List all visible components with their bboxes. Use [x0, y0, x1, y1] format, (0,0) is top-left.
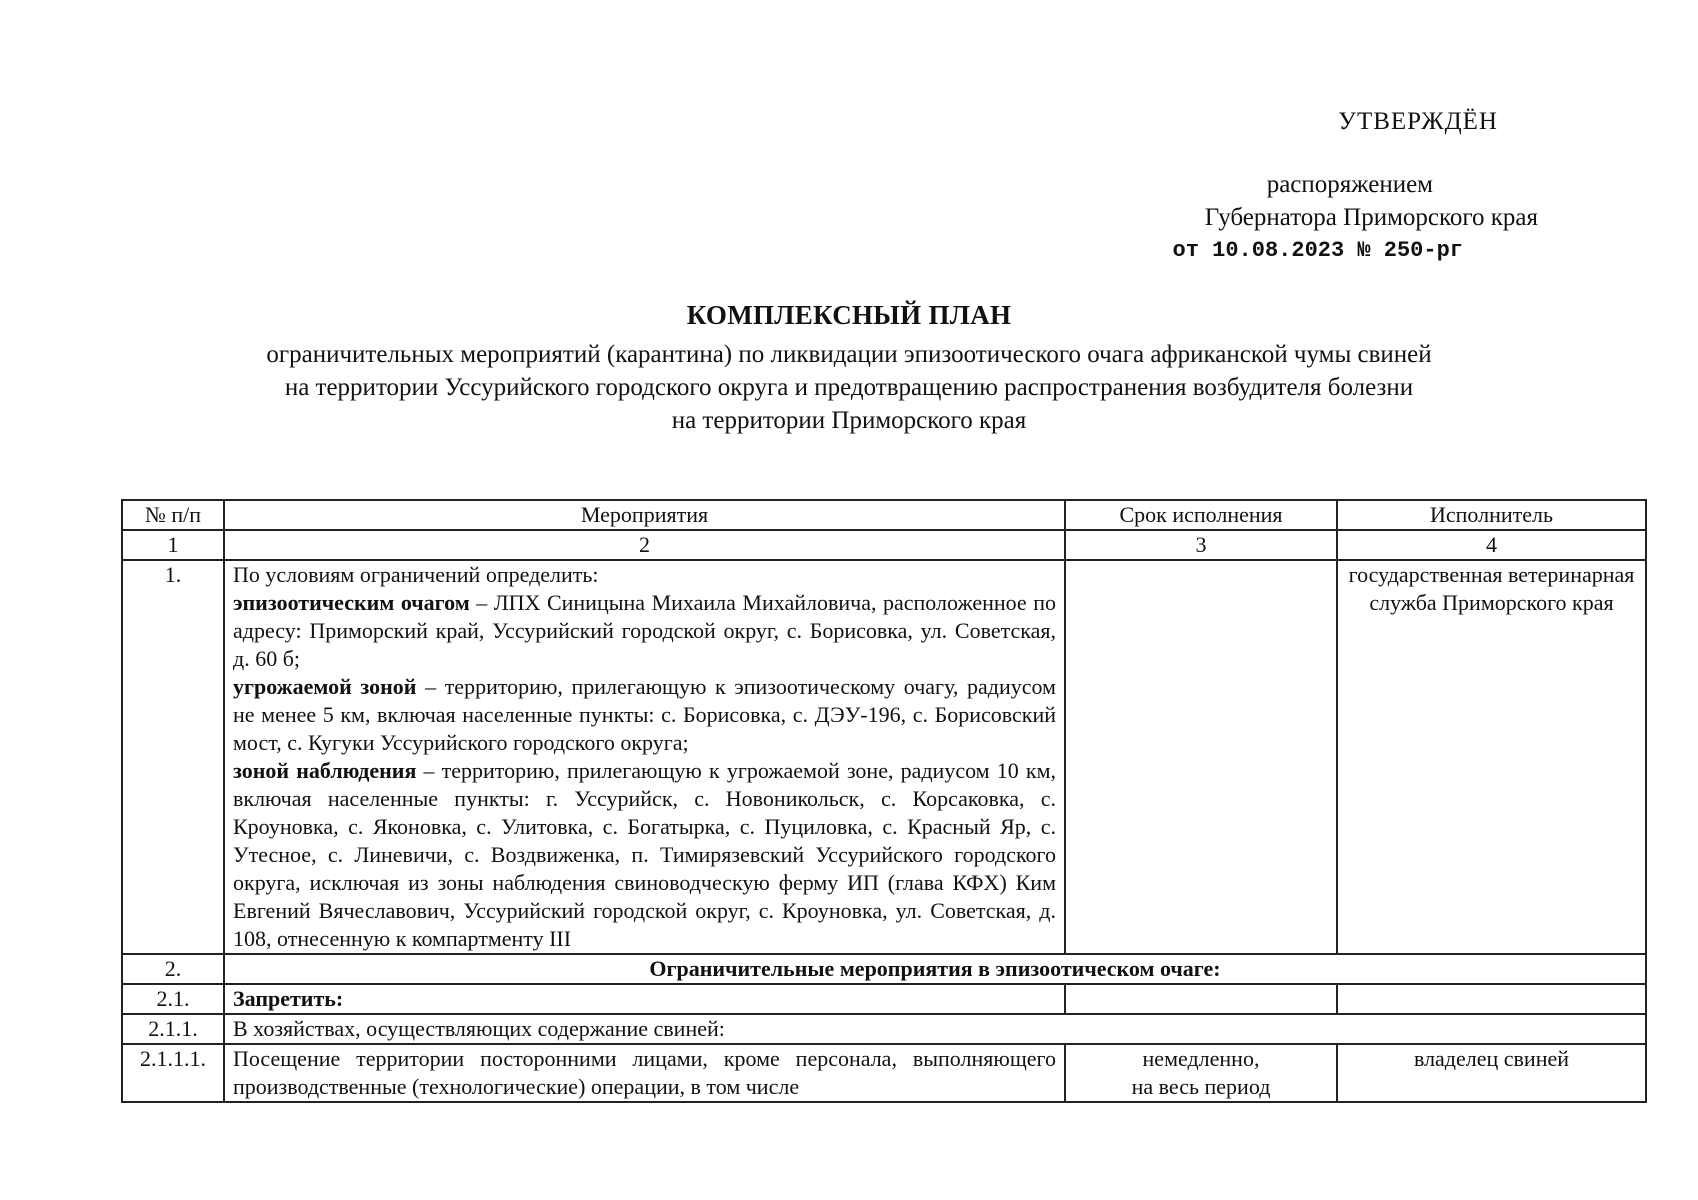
term-threatened-zone: угрожаемой зоной: [233, 674, 417, 699]
colnum-2: 2: [224, 530, 1065, 560]
table-row: [122, 560, 1646, 954]
approval-line-1: распоряжением: [1266, 171, 1433, 198]
table-header-row: [122, 500, 1646, 530]
term-epizootic-focus-text: – ЛПХ Синицына Михаила Михайловича, расположенное по адресу: Приморский край, Уссурийский городской округ, с. Борисовка, ул. Советская, д. 60 б;: [233, 590, 1056, 671]
row-executor: государственная ветеринарная служба Приморского края: [1337, 560, 1646, 954]
approval-block: [1118, 105, 1538, 267]
colnum-4: 4: [1337, 530, 1646, 560]
row-measure: Запретить:: [224, 984, 1065, 1014]
section-heading: Ограничительные мероприятия в эпизоотическом очаге:: [224, 954, 1646, 984]
row-measure: [224, 560, 1065, 954]
subtitle-line-2: на территории Уссурийского городского округа и предотвращению распространения возбудителя болезни: [284, 374, 1414, 401]
table-row: [122, 1044, 1646, 1102]
title-subtitle: [0, 338, 1698, 437]
header-number: № п/п: [122, 500, 224, 530]
deadline-line-1: немедленно,: [1142, 1046, 1260, 1071]
approval-word: УТВЕРЖДЁН: [1338, 108, 1498, 135]
colnum-1: 1: [122, 530, 224, 560]
term-epizootic-focus: эпизоотическим очагом: [233, 590, 470, 615]
colnum-3: 3: [1065, 530, 1337, 560]
subtitle-line-1: ограничительных мероприятий (карантина) по ликвидации эпизоотического очага африканской чумы свиней: [266, 341, 1432, 368]
row-measure: В хозяйствах, осуществляющих содержание свиней:: [224, 1014, 1646, 1044]
row-number: 2.1.1.: [122, 1014, 224, 1044]
title-main: КОМПЛЕКСНЫЙ ПЛАН: [686, 300, 1012, 330]
row-number: 2.1.1.1.: [122, 1044, 224, 1102]
row-number: 2.: [122, 954, 224, 984]
row-number: 2.1.: [122, 984, 224, 1014]
header-deadline: Срок исполнения: [1065, 500, 1337, 530]
term-observation-zone: зоной наблюдения: [233, 758, 417, 783]
row-deadline: [1065, 984, 1337, 1014]
deadline-line-2: на весь период: [1131, 1074, 1271, 1099]
row-executor: [1337, 984, 1646, 1014]
term-threatened-zone-text: – территорию, прилегающую к эпизоотическому очагу, радиусом не менее 5 км, включая населенные пункты: с. Борисовка, с. ДЭУ-196, с. Борисовский мост, с. Кугуки Уссурийского городского округа;: [233, 674, 1056, 755]
row-executor: владелец свиней: [1337, 1044, 1646, 1102]
table-row: [122, 954, 1646, 984]
term-observation-zone-text: – территорию, прилегающую к угрожаемой зоне, радиусом 10 км, включая населенные пункты: г. Уссурийск, с. Новоникольск, с. Корсаковка, с. Кроуновка, с. Яконовка, с. Улитовка, с. Богатырка, с. Пуциловка, с. Красный Яр, с. Утесное, с. Линевичи, с. Воздвиженка, п. Тимирязевский Уссурийского городского округа, исключая из зоны наблюдения свиноводческую ферму ИП (глава КФХ) Ким Евгений Вячеславович, Уссурийский городской округ, с. Кроуновка, ул. Советская, д. 108, отнесенную к компартменту III: [233, 758, 1056, 951]
row-measure: Посещение территории посторонними лицами, кроме персонала, выполняющего производственные (технологические) операции, в том числе: [224, 1044, 1065, 1102]
approval-line-2: Губернатора Приморского края: [1204, 204, 1538, 231]
header-measures: Мероприятия: [224, 500, 1065, 530]
table-row: [122, 984, 1646, 1014]
subtitle-line-3: на территории Приморского края: [671, 407, 1027, 434]
approval-date-number: от 10.08.2023 № 250-рг: [1172, 238, 1463, 263]
row-deadline: [1065, 560, 1337, 954]
row-number: 1.: [122, 560, 224, 954]
plan-table: [121, 499, 1647, 1103]
row1-intro: По условиям ограничений определить:: [233, 562, 599, 587]
table-row: [122, 1014, 1646, 1044]
column-number-row: [122, 530, 1646, 560]
header-executor: Исполнитель: [1337, 500, 1646, 530]
row-deadline: [1065, 1044, 1337, 1102]
